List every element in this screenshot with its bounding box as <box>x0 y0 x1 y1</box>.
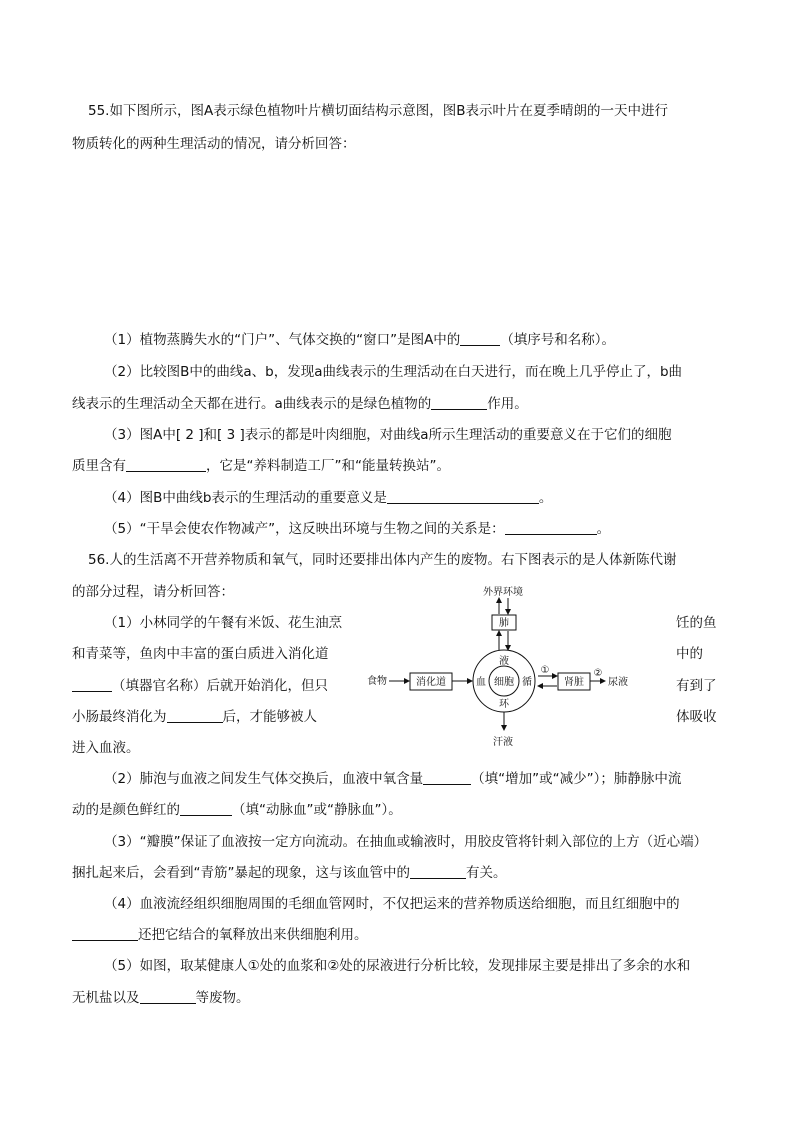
q55-sub3-line1: （3）图A中[ 2 ]和[ 3 ]表示的都是叶肉细胞，对曲线a所示生理活动的重要意义在于它们的细胞 <box>104 427 672 443</box>
q55-stem-line1: 55.如下图所示，图A表示绿色植物叶片横切面结构示意图，图B表示叶片在夏季晴朗的一天中进行 <box>88 103 668 119</box>
q56-sub5-line2: 无机盐以及 等废物。 <box>72 990 250 1006</box>
food-label: 食物 <box>367 676 387 687</box>
circulation-char-circ: 循 <box>522 677 532 688</box>
urine-label: 尿液 <box>608 677 628 688</box>
answer-blank[interactable] <box>505 520 597 535</box>
q56-sub1-line1: （1）小林同学的午餐有米饭、花生油烹 <box>104 615 343 631</box>
answer-blank[interactable] <box>387 489 539 504</box>
answer-blank[interactable] <box>167 708 223 723</box>
q56-sub3-line2: 捆扎起来后，会看到“青筋”暴起的现象，这与该血管中的 有关。 <box>72 865 507 881</box>
environment-label: 外界环境 <box>483 587 523 598</box>
q56-stem-line1: 56.人的生活离不开营养物质和氧气，同时还要排出体内产生的废物。右下图表示的是人体新陈代谢 <box>88 552 677 568</box>
answer-blank[interactable] <box>423 770 471 785</box>
q56-sub2-line1: （2）肺泡与血液之间发生气体交换后，血液中氧含量 （填“增加”或“减少”）；肺静脉中流 <box>104 771 682 787</box>
q56-sub2-line2: 动的是颜色鲜红的 （填“动脉血”或“静脉血”）。 <box>72 802 402 818</box>
q55-stem-line2: 物质转化的两种生理活动的情况，请分析回答： <box>72 136 356 152</box>
q56-sub1-right4: 体吸收 <box>676 709 717 725</box>
q56-sub1-right2: 中的 <box>676 646 703 662</box>
q55-sub2-line2: 线表示的生理活动全天都在进行。a曲线表示的是绿色植物的 作用。 <box>72 396 528 412</box>
answer-blank[interactable] <box>140 989 196 1004</box>
q56-sub1-line3: （填器官名称）后就开始消化，但只 <box>72 677 328 695</box>
q56-sub4-line2: 还把它结合的氧释放出来供细胞利用。 <box>72 926 368 944</box>
mark-1: ① <box>540 665 550 676</box>
lung-label: 肺 <box>499 618 509 629</box>
circulation-char-liquid: 液 <box>499 656 509 667</box>
q56-sub5-line1: （5）如图，取某健康人①处的血浆和②处的尿液进行分析比较，发现排尿主要是排出了多余的水和 <box>104 958 691 974</box>
q56-sub1-right3: 有到了 <box>676 678 717 694</box>
answer-blank[interactable] <box>460 331 500 346</box>
q56-sub1-right1: 饪的鱼 <box>676 615 717 631</box>
sweat-label: 汗液 <box>493 737 513 748</box>
q56-stem-line2: 的部分过程，请分析回答： <box>72 584 234 600</box>
digestive-tract-label: 消化道 <box>416 677 446 688</box>
answer-blank[interactable] <box>410 864 466 879</box>
answer-blank[interactable] <box>72 926 138 941</box>
mark-2: ② <box>593 668 603 679</box>
answer-blank[interactable] <box>431 395 487 410</box>
cell-label: 细胞 <box>494 677 514 688</box>
answer-blank[interactable] <box>180 801 232 816</box>
q56-sub4-line1: （4）血液流经组织细胞周围的毛细血管网时，不仅把运来的营养物质送给细胞，而且红细胞中的 <box>104 896 680 912</box>
q55-sub5: （5）“干旱会使农作物减产”，这反映出环境与生物之间的关系是： 。 <box>104 521 611 537</box>
q56-sub1-line2: 和青菜等，鱼肉中丰富的蛋白质进入消化道 <box>72 646 329 662</box>
q56-sub3-line1: （3）“瓣膜”保证了血液按一定方向流动。在抽血或输液时，用胶皮管将针刺入部位的上方（近心端） <box>104 834 708 850</box>
circulation-char-loop: 环 <box>499 699 509 710</box>
q56-sub1-line5: 进入血液。 <box>72 740 140 756</box>
answer-blank[interactable] <box>126 457 206 472</box>
metabolism-diagram <box>355 580 635 755</box>
circulation-char-blood: 血 <box>476 677 486 688</box>
q55-sub1: （1）植物蒸腾失水的“门户”、气体交换的“窗口”是图A中的 （填序号和名称）。 <box>104 332 616 348</box>
q56-sub1-line4: 小肠最终消化为 后，才能够被人 <box>72 709 317 725</box>
answer-blank[interactable] <box>72 677 112 692</box>
q55-sub2-line1: （2）比较图B中的曲线a、b，发现a曲线表示的生理活动在白天进行，而在晚上几乎停止了，b曲 <box>104 364 683 380</box>
kidney-label: 肾脏 <box>564 677 584 688</box>
q55-sub3-line2: 质里含有 ，它是“养料制造工厂”和“能量转换站”。 <box>72 458 450 474</box>
q55-sub4: （4）图B中曲线b表示的生理活动的重要意义是 。 <box>104 490 553 506</box>
